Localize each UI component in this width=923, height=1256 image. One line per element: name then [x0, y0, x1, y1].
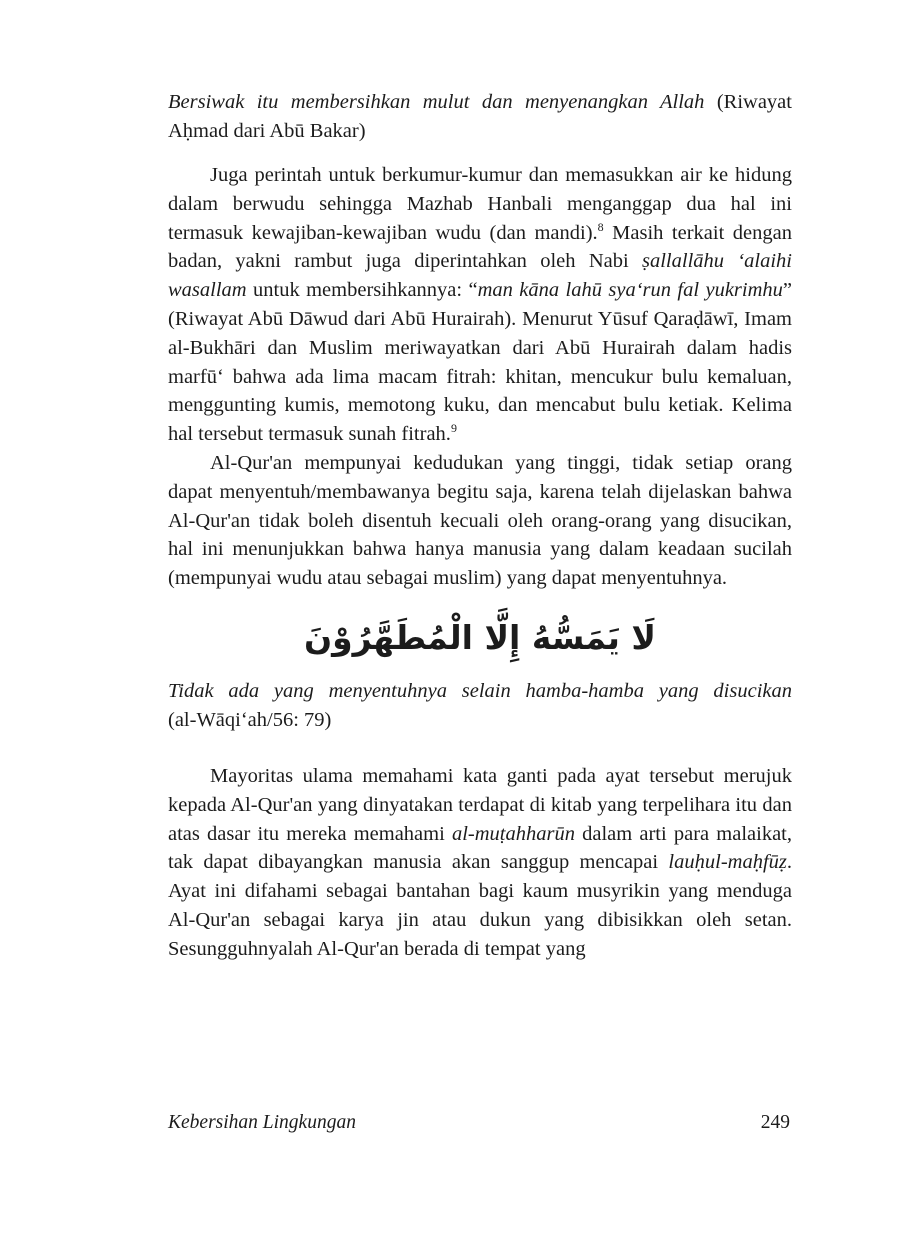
- hadith-heading-source: (Riwayat Aḥmad dari Abū Bakar): [168, 91, 792, 142]
- hadith-heading-italic: Bersiwak itu membersihkan mulut dan menyenangkan Allah: [168, 91, 705, 113]
- text-run: Masih terkait dengan badan, yakni rambut juga diperintahkan oleh Nabi: [168, 221, 792, 273]
- hadith-heading: [168, 88, 792, 146]
- paragraph-quran-kedudukan: [168, 449, 792, 593]
- paragraph-mayoritas-ulama: [168, 762, 792, 964]
- footnote-ref-9: 9: [450, 421, 457, 436]
- footnote-ref-8: 8: [597, 219, 604, 234]
- page-footer: [168, 1110, 790, 1136]
- text-run: untuk membersihkannya: “: [246, 279, 478, 302]
- paragraph-wudu-fitrah: [168, 161, 792, 449]
- text-run-italic: man kāna lahū sya‘run fal yukrimhu: [477, 279, 783, 302]
- text-run: dalam arti para malaikat, tak dapat dibayangkan manusia akan sanggup mencapai: [168, 822, 792, 874]
- text-run: Al-Qur'an mempunyai kedudukan yang tinggi, tidak setiap orang dapat menyentuh/membawanya begitu saja, karena telah dijelaskan bahwa Al-Qur'an tidak boleh disentuh kecuali oleh orang-orang yang disucikan, hal ini menunjukkan bahwa hanya manusia yang dalam keadaan sucilah (mempunyai wudu atau sebagai muslim) yang dapat menyentuhnya.: [168, 451, 792, 590]
- verse-citation: (al-Wāqi‘ah/56: 79): [168, 708, 332, 731]
- text-run-italic: lauḥul-maḥfūẓ: [668, 851, 787, 874]
- text-run: Juga perintah untuk berkumur-kumur dan memasukkan air ke hidung dalam berwudu sehingga Mazhab Hanbali menganggap dua hal ini termasuk kewajiban-kewajiban wudu (dan mandi).: [168, 164, 792, 244]
- verse-translation: [168, 677, 792, 735]
- running-title: Kebersihan Lingkungan: [168, 1112, 356, 1133]
- text-run-italic: ṣallallāhu ‘alaihi wasallam: [168, 250, 792, 302]
- text-run: Mayoritas ulama memahami kata ganti pada ayat tersebut merujuk kepada Al-Qur'an yang dinyatakan terdapat di kitab yang terpelihara itu dan atas dasar itu mereka memahami: [168, 764, 792, 845]
- text-run-italic: al-muṭahharūn: [451, 822, 575, 845]
- arabic-verse: لَا يَمَسُّهُ إِلَّا الْمُطَهَّرُوْنَ: [304, 617, 656, 657]
- text-run: . Ayat ini difahami sebagai bantahan bagi kaum musyrikin yang menduga Al-Qur'an sebagai karya jin atau dukun yang dibisikkan oleh setan. Sesungguhnyalah Al-Qur'an berada di tempat yang: [168, 851, 792, 960]
- verse-translation-text: Tidak ada yang menyentuhnya selain hamba-hamba yang disucikan: [168, 679, 792, 702]
- page-content: [168, 88, 792, 964]
- text-run: ” (Riwayat Abū Dāwud dari Abū Hurairah). Menurut Yūsuf Qaraḍāwī, Imam al-Bukhāri dan Muslim meriwayatkan dari Abū Hurairah dalam hadis marfū‘ bahwa ada lima macam fitrah: khitan, mencukur bulu kemaluan, menggunting kumis, memotong kuku, dan mencabut bulu ketiak. Kelima hal tersebut termasuk sunah fitrah.: [168, 279, 793, 446]
- page-number: 249: [760, 1112, 790, 1133]
